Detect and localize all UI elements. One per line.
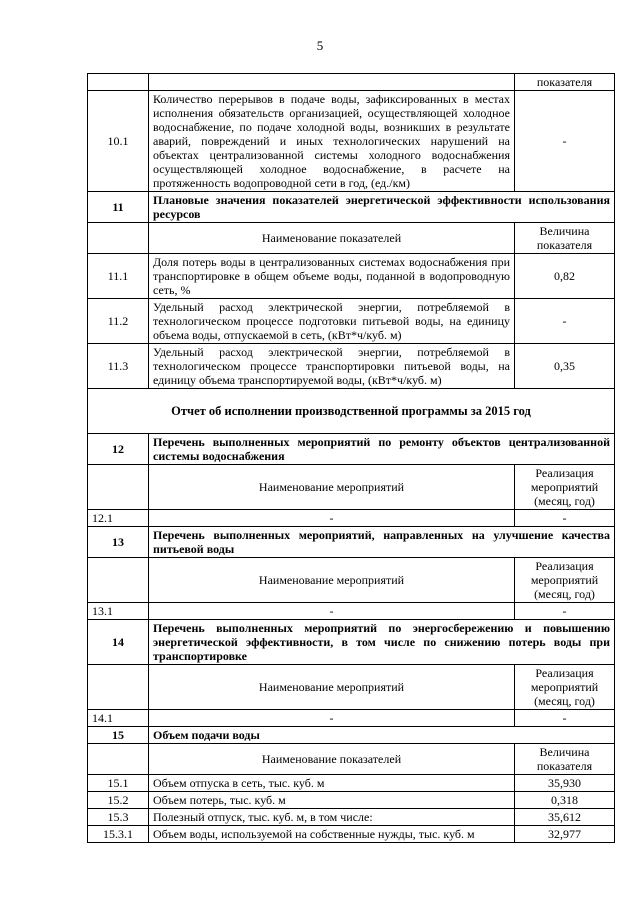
row-number: 11.3 [88, 344, 149, 389]
column-name: Наименование мероприятий [149, 558, 515, 603]
column-name: Наименование показателей [149, 744, 515, 775]
column-value: Реализация мероприятий (месяц, год) [515, 558, 615, 603]
column-value: Величина показателя [515, 744, 615, 775]
indicator-value: - [515, 299, 615, 344]
table-row [88, 603, 615, 620]
table-row [88, 710, 615, 727]
table-row [88, 826, 615, 843]
table-row [88, 74, 615, 91]
section-title: Перечень выполненных мероприятий, направленных на улучшение качества питьевой воды [149, 527, 615, 558]
column-value: Реализация мероприятий (месяц, год) [515, 465, 615, 510]
section-number: 12 [88, 434, 149, 465]
cell-num [88, 74, 149, 91]
table-row [88, 510, 615, 527]
section-title: Плановые значения показателей энергетической эффективности использования ресурсов [149, 192, 615, 223]
section-title: Перечень выполненных мероприятий по энергосбережению и повышению энергетической эффективности, в том числе по снижению потерь воды при транспортировке [149, 620, 615, 665]
subheader-row [88, 744, 615, 775]
cell-header: показателя [515, 74, 615, 91]
section-row [88, 434, 615, 465]
row-number: 15.3.1 [88, 826, 149, 843]
measure-text: - [149, 710, 515, 727]
indicator-text: Удельный расход электрической энергии, потребляемой в технологическом процессе подготовки питьевой воды, на единицу объема воды, отпускаемой в сеть, (кВт*ч/куб. м) [149, 299, 515, 344]
report-title-row [88, 389, 615, 434]
indicator-text: Доля потерь воды в централизованных системах водоснабжения при транспортировке в общем объеме воды, поданной в водопроводную сеть, % [149, 254, 515, 299]
row-number: 15.3 [88, 809, 149, 826]
page-number: 5 [316, 38, 324, 53]
measure-value: - [515, 510, 615, 527]
measure-text: - [149, 510, 515, 527]
section-row [88, 620, 615, 665]
section-number: 13 [88, 527, 149, 558]
column-value: Реализация мероприятий (месяц, год) [515, 665, 615, 710]
indicator-value: 35,930 [515, 775, 615, 792]
row-number: 11.1 [88, 254, 149, 299]
measure-text: - [149, 603, 515, 620]
subheader-row [88, 465, 615, 510]
section-row [88, 192, 615, 223]
table-row [88, 91, 615, 192]
section-number: 15 [88, 727, 149, 744]
cell-text [149, 74, 515, 91]
measure-value: - [515, 603, 615, 620]
section-title: Перечень выполненных мероприятий по ремонту объектов централизованной системы водоснабжения [149, 434, 615, 465]
row-number: 10.1 [88, 91, 149, 192]
row-number: 12.1 [88, 510, 149, 527]
row-number: 15.2 [88, 792, 149, 809]
table-row [88, 792, 615, 809]
indicator-text: Удельный расход электрической энергии, потребляемой в технологическом процессе транспортировки питьевой воды, на единицу объема транспортируемой воды, (кВт*ч/куб. м) [149, 344, 515, 389]
indicator-text: Объем отпуска в сеть, тыс. куб. м [149, 775, 515, 792]
row-number: 11.2 [88, 299, 149, 344]
indicator-value: 0,35 [515, 344, 615, 389]
section-number: 14 [88, 620, 149, 665]
indicator-text: Количество перерывов в подаче воды, зафиксированных в местах исполнения обязательств организацией, осуществляющей холодное водоснабжение, по подаче холодной воды, возникших в результате аварий, повреждений и иных технологических нарушений на объектах централизованной системы холодного водоснабжения осуществляющей холодное водоснабжение, в расчете на протяженность водопроводной сети в год, (ед./км) [149, 91, 515, 192]
indicator-value: 0,82 [515, 254, 615, 299]
table-row [88, 254, 615, 299]
indicator-value: 0,318 [515, 792, 615, 809]
indicator-text: Объем воды, используемой на собственные нужды, тыс. куб. м [149, 826, 515, 843]
section-row [88, 527, 615, 558]
column-name: Наименование мероприятий [149, 465, 515, 510]
subheader-row [88, 223, 615, 254]
section-title: Объем подачи воды [149, 727, 615, 744]
program-table [87, 73, 615, 843]
indicator-value: - [515, 91, 615, 192]
section-number: 11 [88, 192, 149, 223]
cell-empty [88, 223, 149, 254]
cell-empty [88, 558, 149, 603]
column-name: Наименование мероприятий [149, 665, 515, 710]
table-row [88, 299, 615, 344]
subheader-row [88, 558, 615, 603]
row-number: 15.1 [88, 775, 149, 792]
subheader-row [88, 665, 615, 710]
indicator-value: 32,977 [515, 826, 615, 843]
column-name: Наименование показателей [149, 223, 515, 254]
table-row [88, 775, 615, 792]
cell-empty [88, 665, 149, 710]
row-number: 14.1 [88, 710, 149, 727]
cell-empty [88, 744, 149, 775]
cell-empty [88, 465, 149, 510]
table-row [88, 809, 615, 826]
row-number: 13.1 [88, 603, 149, 620]
indicator-text: Объем потерь, тыс. куб. м [149, 792, 515, 809]
measure-value: - [515, 710, 615, 727]
report-title: Отчет об исполнении производственной программы за 2015 год [88, 389, 615, 434]
indicator-text: Полезный отпуск, тыс. куб. м, в том числе: [149, 809, 515, 826]
section-row [88, 727, 615, 744]
column-value: Величина показателя [515, 223, 615, 254]
table-row [88, 344, 615, 389]
indicator-value: 35,612 [515, 809, 615, 826]
